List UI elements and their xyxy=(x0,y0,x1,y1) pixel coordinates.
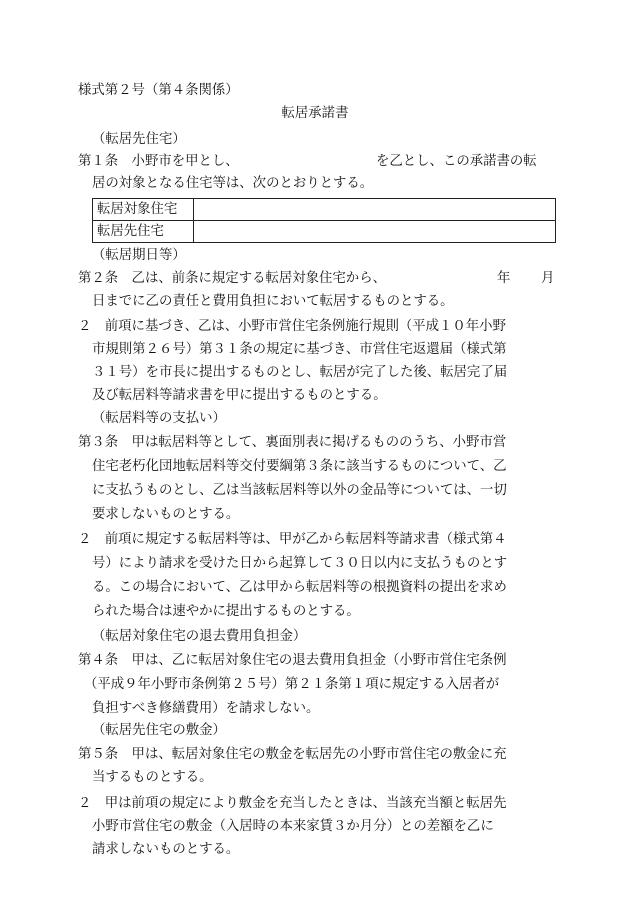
article-3-para-2-line: 号）により請求を受けた日から起算して３０日以内に支払うものとす xyxy=(92,556,508,571)
table-value-cell xyxy=(194,199,556,221)
article-3-para-1-line: に支払うものとし、乙は当該転居料等以外の金品等については、一切 xyxy=(92,483,507,498)
article-3-para-1-line: 第３条 甲は転居料等として、裏面別表に掲げるもののうち、小野市営 xyxy=(78,435,507,450)
article-5-para-2-line: ２ 甲は前項の規定により敷金を充当したときは、当該充当額と転居先 xyxy=(78,796,507,811)
article-2-line-1a: 第２条 乙は、前条に規定する転居対象住宅から、 xyxy=(78,271,386,286)
article-5-para-1-line: 当するものとする。 xyxy=(92,770,213,785)
article-3-para-2-line: る。この場合において、乙は甲から転居料等の根拠資料の提出を求め xyxy=(92,580,507,595)
table-label-cell: 転居先住宅 xyxy=(93,221,194,243)
table-row xyxy=(93,199,556,221)
article-5-para-1-line: 第５条 甲は、転居対象住宅の敷金を転居先の小野市営住宅の敷金に充 xyxy=(78,747,507,762)
article-4-para-1-line: （平成９年小野市条例第２５号）第２１条第１項に規定する入居者が xyxy=(84,677,500,692)
article-2-para-2-line: 市規則第２６号）第３１条の規定に基づき、市営住宅返還届（様式第 xyxy=(92,342,507,357)
article-3-para-1-line: 要求しないものとする。 xyxy=(92,507,240,522)
article-1-line-1a: 第１条 小野市を甲とし、 xyxy=(78,154,239,169)
article-2-heading: （転居期日等） xyxy=(92,248,186,263)
table-value-cell xyxy=(194,221,556,243)
article-4-para-1-line: 第４条 甲は、乙に転居対象住宅の退去費用負担金（小野市営住宅条例 xyxy=(78,653,507,668)
article-1-line-1b: を乙とし、この承諾書の転 xyxy=(376,154,537,169)
article-1-heading: （転居先住宅） xyxy=(92,132,186,147)
form-number: 様式第２号（第４条関係） xyxy=(78,83,239,98)
article-3-para-2-line: られた場合は速やかに提出するものとする。 xyxy=(92,604,360,619)
housing-table xyxy=(92,198,556,243)
table-label-cell: 転居対象住宅 xyxy=(93,199,194,221)
article-2-para-2-line: ２ 前項に基づき、乙は、小野市営住宅条例施行規則（平成１０年小野 xyxy=(78,319,506,334)
article-2-year-label: 年 xyxy=(497,271,511,286)
table-row xyxy=(93,221,556,243)
article-5-para-2-line: 小野市営住宅の敷金（入居時の本来家賃３か月分）との差額を乙に xyxy=(92,819,494,834)
article-3-para-2-line: ２ 前項に規定する転居料等は、甲が乙から転居料等請求書（様式第４ xyxy=(78,532,507,547)
article-3-heading: （転居料等の支払い） xyxy=(92,411,226,426)
article-4-heading: （転居対象住宅の退去費用負担金） xyxy=(92,629,307,644)
article-4-para-1-line: 負担すべき修繕費用）を請求しない。 xyxy=(92,701,320,716)
article-3-para-1-line: 住宅老朽化団地転居料等交付要綱第３条に該当するものについて、乙 xyxy=(92,459,507,474)
article-5-para-2-line: 請求しないものとする。 xyxy=(92,842,240,857)
document-title: 転居承諾書 xyxy=(281,106,349,121)
article-5-heading: （転居先住宅の敷金） xyxy=(92,723,226,738)
article-2-para-2-line: 及び転居料等請求書を甲に提出するものとする。 xyxy=(92,388,387,403)
article-2-month-label: 月 xyxy=(541,271,555,286)
article-2-para-2-line: ３１号）を市長に提出するものとし、転居が完了した後、転居完了届 xyxy=(92,365,508,380)
article-1-line-2: 居の対象となる住宅等は、次のとおりとする。 xyxy=(92,176,374,191)
article-2-line-2: 日までに乙の責任と費用負担において転居するものとする。 xyxy=(92,294,454,309)
